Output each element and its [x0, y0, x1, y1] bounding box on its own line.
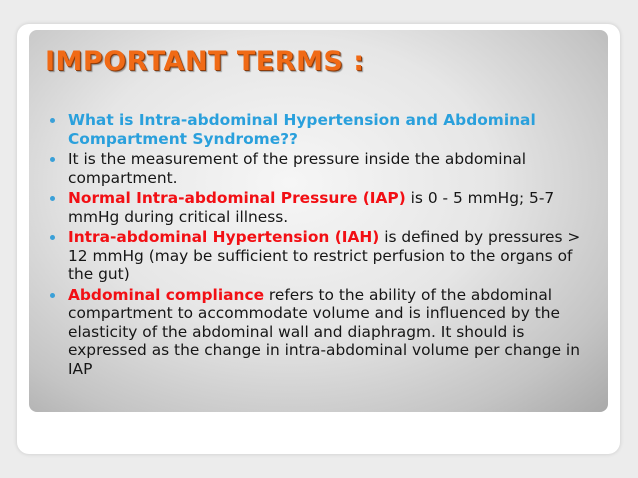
bullet-icon: [50, 293, 55, 298]
bullet-item: [48, 150, 600, 187]
bullet-text: It is the measurement of the pressure inside the abdominal compartment.: [68, 150, 527, 187]
bullet-text: is 0 - 5 mmHg; 5-7 mmHg during critical illness.: [68, 189, 555, 226]
bullet-icon: [50, 118, 55, 123]
bullet-text: is defined by pressures > 12 mmHg (may be sufficient to restrict perfusion to the organs of the gut): [68, 228, 581, 283]
bullet-icon: [50, 235, 55, 240]
bullet-item: [48, 286, 600, 379]
term-highlight: Intra-abdominal Hypertension (IAH): [68, 228, 380, 246]
bullet-item: [48, 111, 600, 148]
bullet-icon: [50, 196, 55, 201]
slide-title: IMPORTANT TERMS :: [45, 46, 365, 77]
question-text: What is Intra-abdominal Hypertension and Abdominal Compartment Syndrome??: [68, 111, 536, 148]
bullet-list: [48, 111, 600, 380]
bullet-text: refers to the ability of the abdominal compartment to accommodate volume and is influenced by the elasticity of the abdominal wall and diaphragm. It should is expressed as the change in intra-abdominal volume per change in IAP: [68, 285, 580, 378]
term-highlight: Abdominal compliance: [68, 285, 265, 304]
bullet-item: [48, 228, 600, 284]
bullet-item: [48, 189, 600, 226]
bullet-icon: [50, 157, 55, 162]
term-highlight: Normal Intra-abdominal Pressure (IAP): [68, 189, 406, 207]
